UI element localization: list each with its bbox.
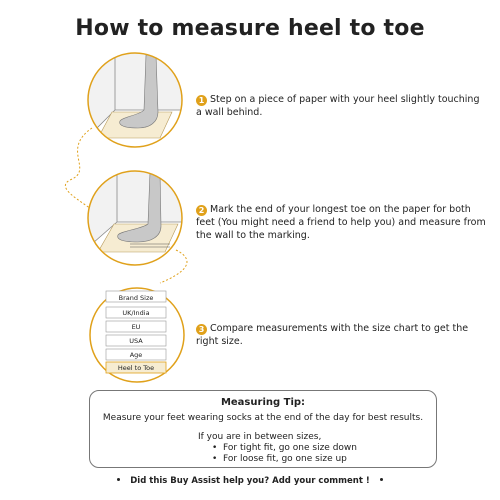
- feedback-text[interactable]: Did this Buy Assist help you? Add your comment !: [130, 476, 370, 486]
- illustration-step-1: [85, 50, 185, 150]
- step-number-badge: 1: [196, 95, 207, 106]
- tip-bullet: • For loose fit, go one size up: [212, 454, 347, 464]
- bullet-icon: [380, 478, 383, 481]
- illustration-step-3: [90, 288, 184, 382]
- size-chart-label: Heel to Toe: [117, 364, 155, 372]
- step-3: [196, 322, 486, 348]
- bullet-icon: [117, 478, 120, 481]
- size-chart-label: Age: [129, 351, 143, 359]
- tip-title: Measuring Tip:: [220, 397, 306, 408]
- size-chart-label: USA: [129, 337, 143, 345]
- step-1: [196, 93, 486, 119]
- step-number-badge: 2: [196, 205, 207, 216]
- step-text: Step on a piece of paper with your heel slightly touching a wall behind.: [196, 94, 480, 118]
- tip-main-text: Measure your feet wearing socks at the end of the day for best results.: [102, 413, 424, 423]
- step-text: Compare measurements with the size chart to get the right size.: [196, 323, 469, 347]
- size-chart-label: UK/India: [122, 309, 150, 317]
- tip-size-advice: [198, 432, 357, 465]
- tip-bullet-text: For loose fit, go one size up: [223, 454, 347, 464]
- tip-intro: If you are in between sizes,: [198, 432, 322, 442]
- feedback-prompt[interactable]: [0, 476, 500, 486]
- page-title: How to measure heel to toe: [75, 16, 425, 41]
- measuring-tip-box: [89, 390, 437, 468]
- size-chart-label: Brand Size: [118, 294, 154, 302]
- tip-bullet: • For tight fit, go one size down: [212, 443, 357, 453]
- tip-bullet-text: For tight fit, go one size down: [223, 443, 357, 453]
- step-2: [196, 203, 486, 242]
- size-chart-label: EU: [131, 323, 141, 331]
- step-number-badge: 3: [196, 324, 207, 335]
- illustration-step-2: [85, 168, 185, 268]
- step-text: Mark the end of your longest toe on the paper for both feet (You might need a friend to help you) and measure from the wall to the marking.: [196, 204, 486, 241]
